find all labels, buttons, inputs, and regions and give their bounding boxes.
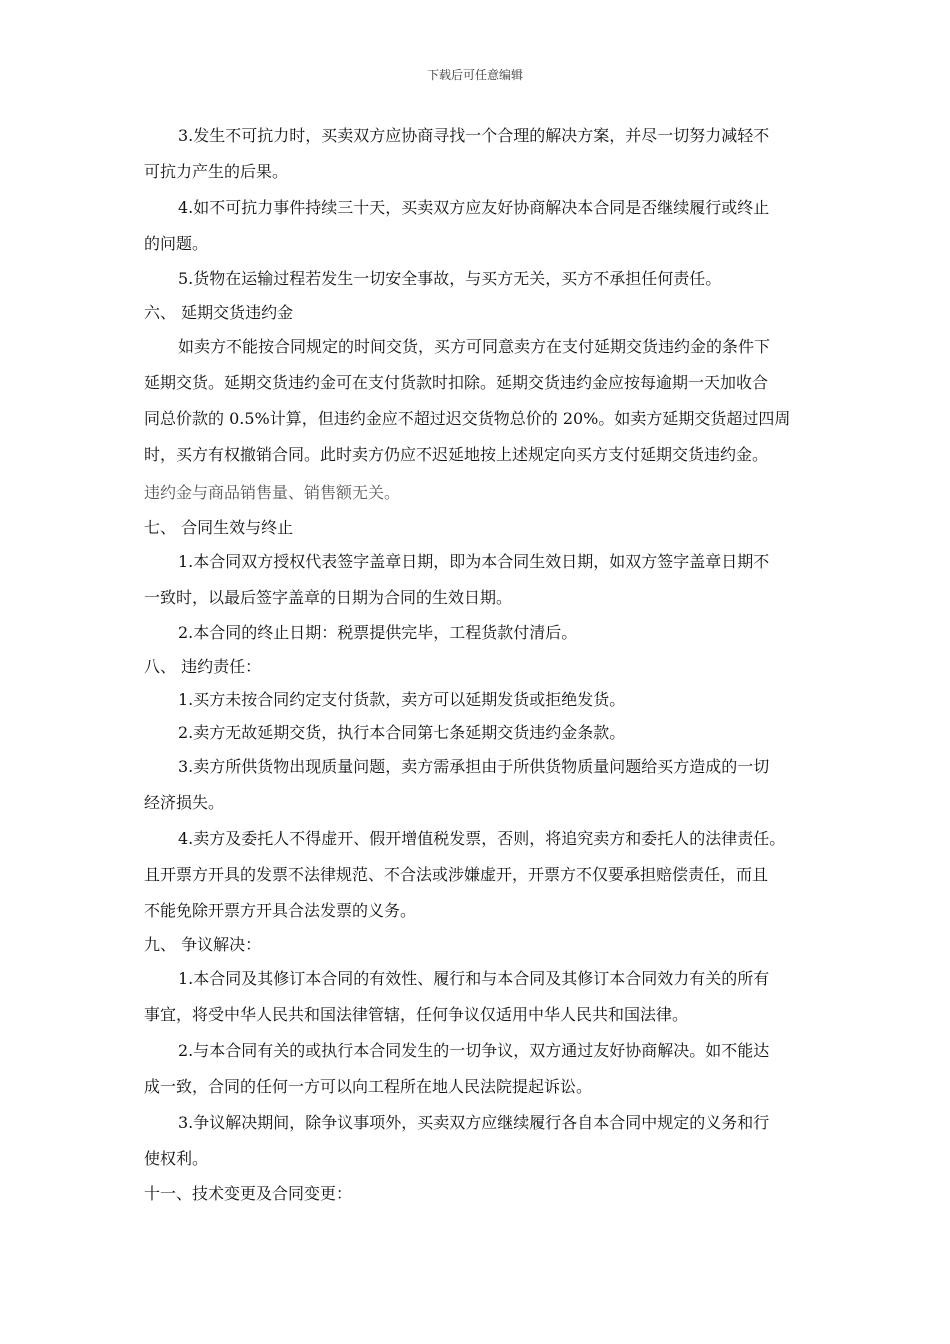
paragraph-line: 同总价款的 0.5%计算，但违约金应不超过迟交货物总价的 20%。如卖方延期交货超过四周 (144, 409, 791, 428)
paragraph-line: 违约金与商品销售量、销售额无关。 (144, 483, 401, 502)
paragraph-line: 4.如不可抗力事件持续三十天，买卖双方应友好协商解决本合同是否继续履行或终止 (178, 198, 770, 217)
paragraph-line: 使权利。 (144, 1149, 209, 1168)
paragraph-line: 成一致，合同的任何一方可以向工程所在地人民法院提起诉讼。 (144, 1077, 593, 1096)
paragraph-line: 3.发生不可抗力时，买卖双方应协商寻找一个合理的解决方案，并尽一切努力减轻不 (178, 126, 770, 145)
paragraph-line: 且开票方开具的发票不法律规范、不合法或涉嫌虚开，开票方不仅要承担赔偿责任，而且 (144, 865, 769, 884)
paragraph-line: 经济损失。 (144, 793, 225, 812)
paragraph-line: 2.与本合同有关的或执行本合同发生的一切争议，双方通过友好协商解决。如不能达 (178, 1041, 770, 1060)
paragraph-line: 1.买方未按合同约定支付货款，卖方可以延期发货或拒绝发货。 (178, 690, 626, 709)
paragraph-line: 事宜，将受中华人民共和国法律管辖，任何争议仅适用中华人民共和国法律。 (144, 1005, 689, 1024)
paragraph-line: 延期交货。延期交货违约金可在支付货款时扣除。延期交货违约金应按每逾期一天加收合 (144, 373, 769, 392)
section-heading: 九、 争议解决： (144, 935, 262, 954)
paragraph-line: 1.本合同及其修订本合同的有效性、履行和与本合同及其修订本合同效力有关的所有 (178, 969, 770, 988)
paragraph-line: 一致时，以最后签字盖章的日期为合同的生效日期。 (144, 588, 513, 607)
paragraph-line: 3.卖方所供货物出现质量问题，卖方需承担由于所供货物质量问题给买方造成的一切 (178, 757, 770, 776)
paragraph-line: 可抗力产生的后果。 (144, 162, 289, 181)
section-heading: 十一、技术变更及合同变更： (144, 1184, 353, 1203)
paragraph-line: 1.本合同双方授权代表签字盖章日期，即为本合同生效日期，如双方签字盖章日期不 (178, 552, 770, 571)
paragraph-line: 时，买方有权撤销合同。此时卖方仍应不迟延地按上述规定向买方支付延期交货违约金。 (144, 445, 769, 464)
paragraph-line: 2.卖方无故延期交货，执行本合同第七条延期交货违约金条款。 (178, 723, 626, 742)
paragraph-line: 2.本合同的终止日期：税票提供完毕，工程货款付清后。 (178, 623, 578, 642)
paragraph-line: 3.争议解决期间，除争议事项外，买卖双方应继续履行各自本合同中规定的义务和行 (178, 1113, 770, 1132)
paragraph-line: 4.卖方及委托人不得虚开、假开增值税发票，否则，将追究卖方和委托人的法律责任。 (178, 829, 786, 848)
page-header: 下载后可任意编辑 (426, 68, 523, 82)
section-heading: 七、 合同生效与终止 (144, 518, 294, 537)
paragraph-line: 如卖方不能按合同规定的时间交货，买方可同意卖方在支付延期交货违约金的条件下 (178, 337, 771, 356)
section-heading: 八、 违约责任： (144, 657, 262, 676)
paragraph-line: 5.货物在运输过程若发生一切安全事故，与买方无关，买方不承担任何责任。 (178, 269, 722, 288)
paragraph-line: 不能免除开票方开具合法发票的义务。 (144, 901, 417, 920)
section-heading: 六、 延期交货违约金 (144, 303, 294, 322)
paragraph-line: 的问题。 (144, 234, 209, 253)
